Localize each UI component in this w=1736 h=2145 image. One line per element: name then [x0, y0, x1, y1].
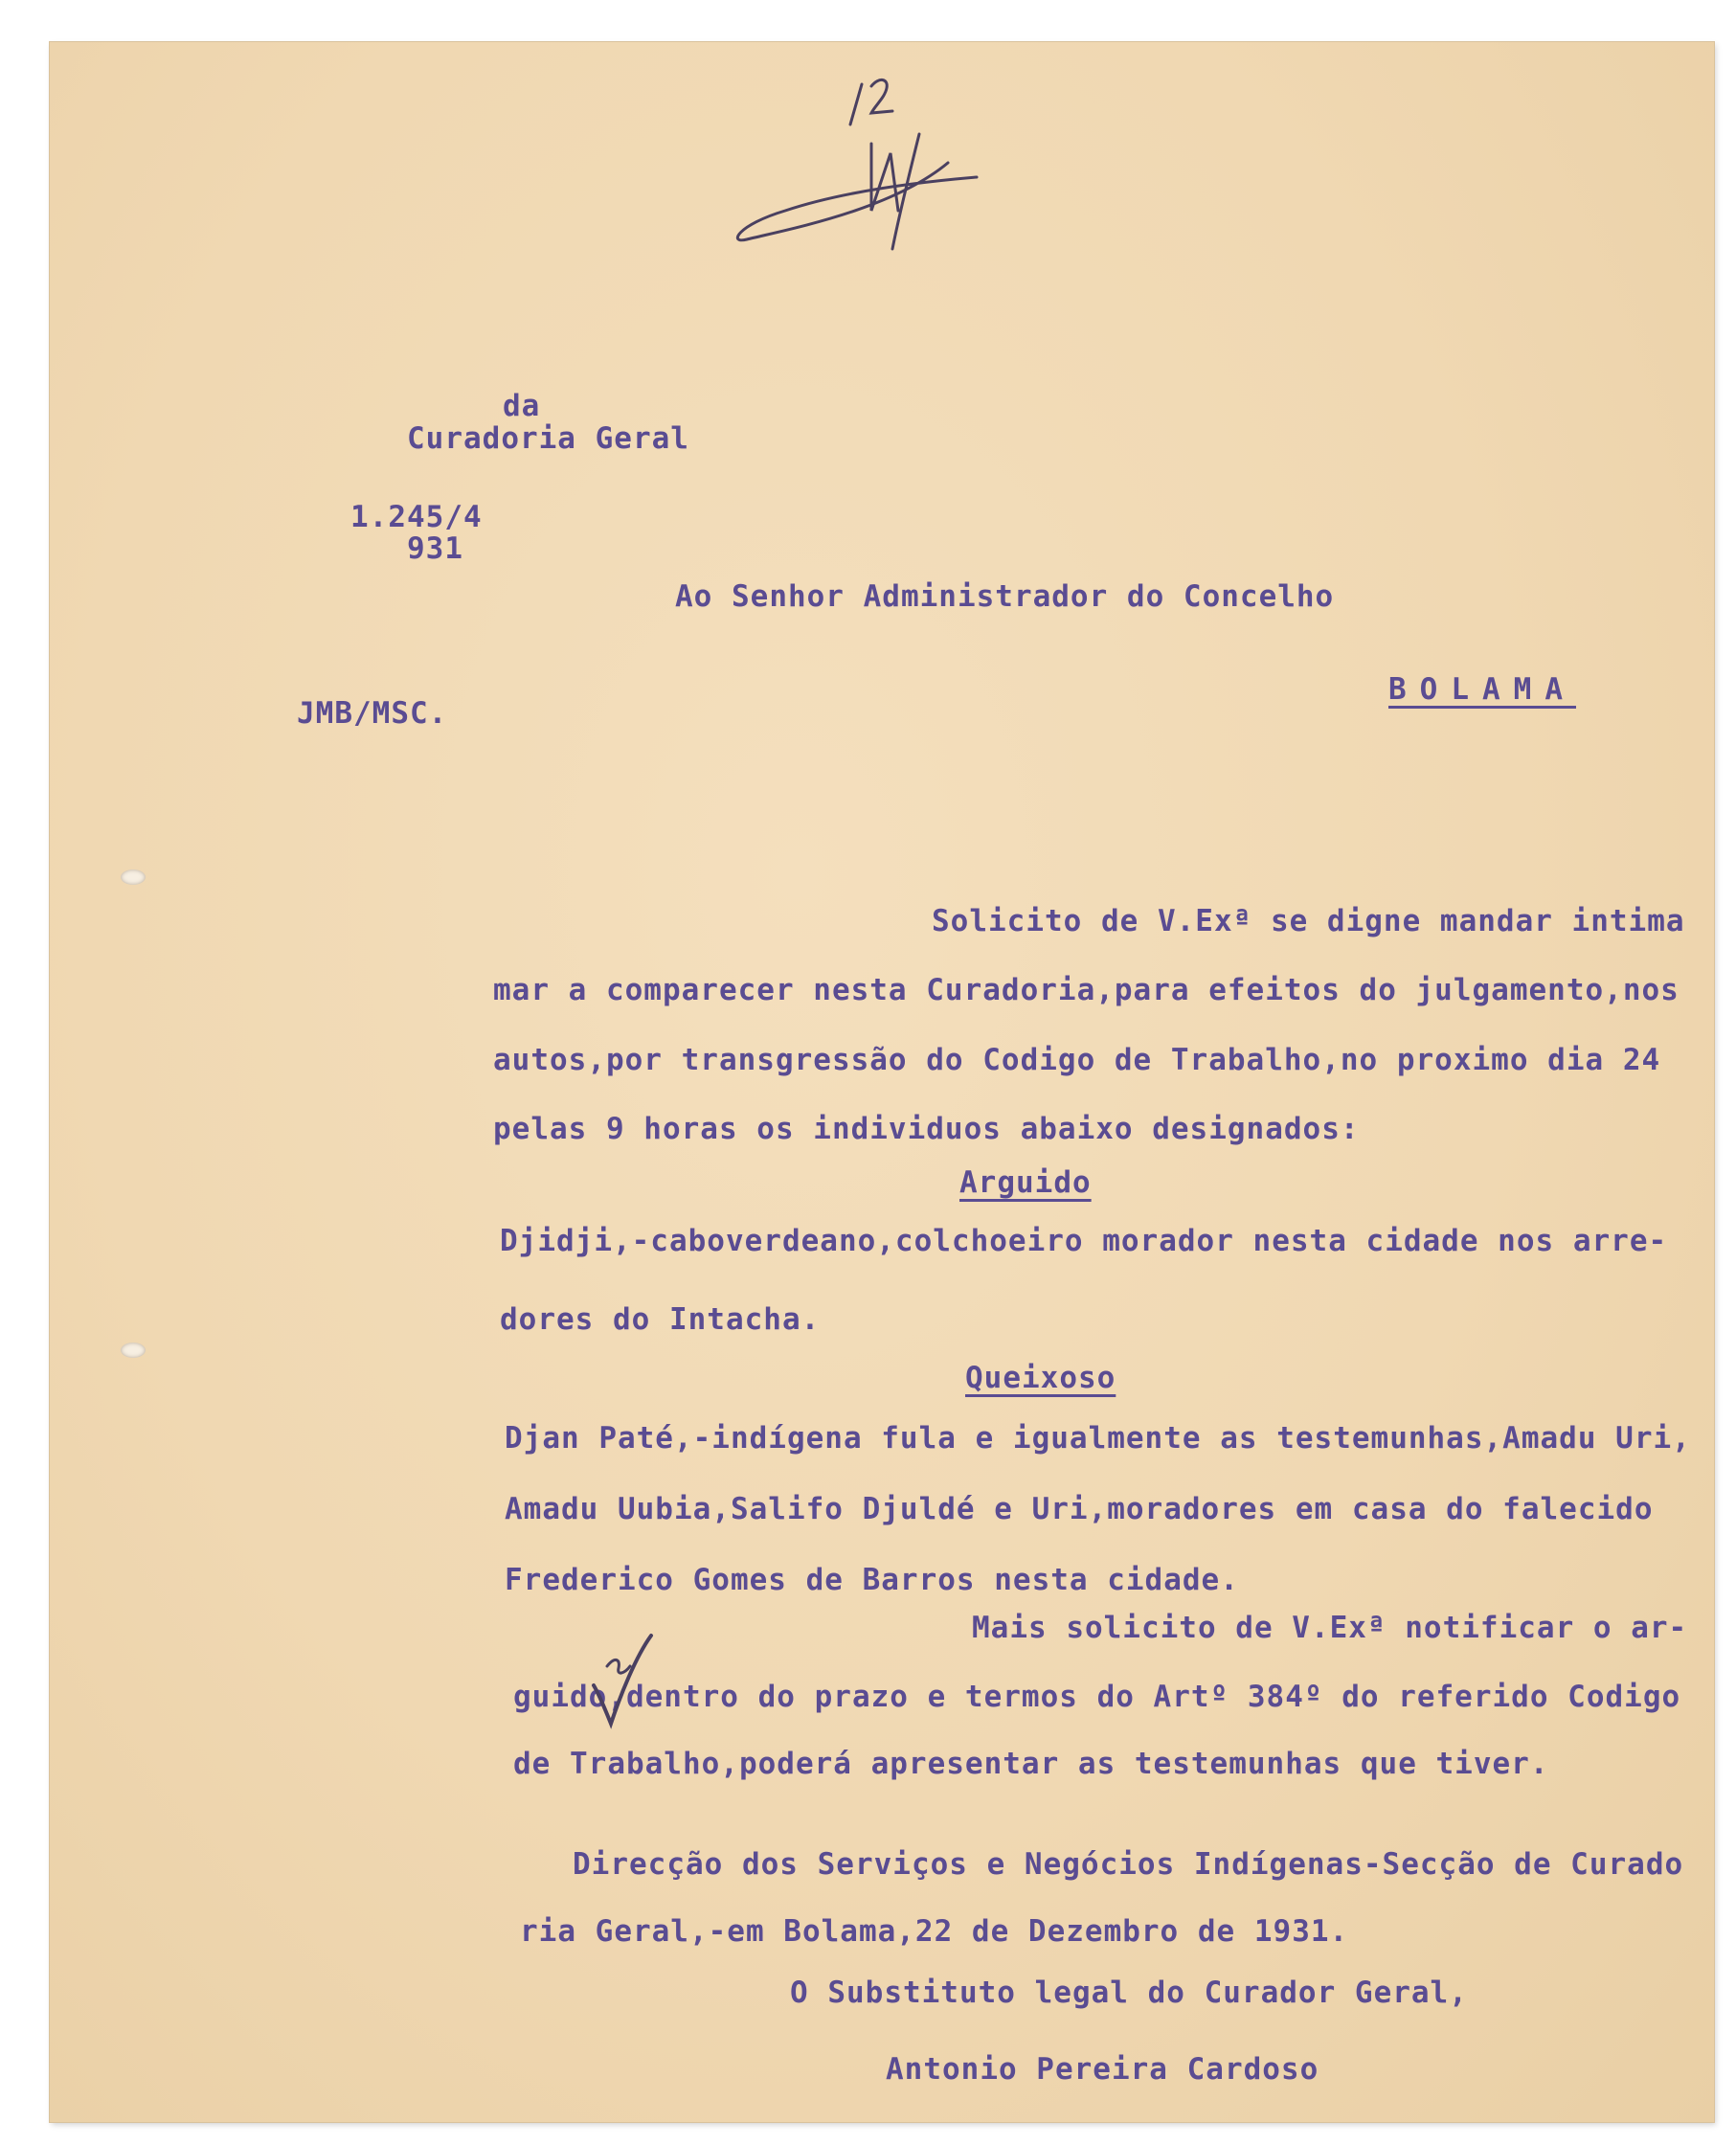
- body-line: autos,por transgressão do Codigo de Trabalho,no proximo dia 24: [493, 1043, 1661, 1077]
- body-line: de Trabalho,poderá apresentar as testemunhas que tiver.: [513, 1747, 1549, 1781]
- paper-sheet: [50, 42, 1714, 2122]
- body-line: pelas 9 horas os individuos abaixo designados:: [493, 1112, 1360, 1146]
- heading-complainant: Queixoso: [965, 1361, 1116, 1395]
- recipient-place: BOLAMA: [1388, 672, 1576, 707]
- body-line: Solicito de V.Exª se digne mandar intima: [932, 904, 1685, 938]
- punch-hole-top: [121, 869, 146, 885]
- signatory-title: O Substituto legal do Curador Geral,: [790, 1976, 1468, 2010]
- handwritten-check-mark: [586, 1628, 663, 1733]
- handwritten-folio-mark: [728, 67, 1015, 259]
- closing-line: ria Geral,-em Bolama,22 de Dezembro de 1931.: [520, 1914, 1349, 1949]
- body-line: guido,dentro do prazo e termos do Artº 384º do referido Codigo: [513, 1680, 1681, 1714]
- closing-line: Direcção dos Serviços e Negócios Indígenas-Secção de Curado: [573, 1847, 1684, 1882]
- typist-initials: JMB/MSC.: [297, 696, 448, 731]
- header-da: da: [503, 389, 541, 423]
- signatory-name: Antonio Pereira Cardoso: [886, 2052, 1319, 2087]
- recipient-line: Ao Senhor Administrador do Concelho: [675, 579, 1335, 614]
- reference-number: 1.245/4: [350, 500, 483, 534]
- accused-line: Djidji,-caboverdeano,colchoeiro morador nesta cidade nos arre-: [500, 1224, 1668, 1258]
- complainant-line: Amadu Uubia,Salifo Djuldé e Uri,moradores em casa do falecido: [505, 1492, 1654, 1526]
- punch-hole-bottom: [121, 1343, 146, 1358]
- complainant-line: Djan Paté,-indígena fula e igualmente as testemunhas,Amadu Uri,: [505, 1421, 1691, 1456]
- body-line: Mais solicito de V.Exª notificar o ar-: [972, 1611, 1688, 1645]
- header-office: Curadoria Geral: [407, 421, 689, 456]
- heading-accused: Arguido: [959, 1165, 1092, 1200]
- complainant-line: Frederico Gomes de Barros nesta cidade.: [505, 1563, 1239, 1597]
- body-line: mar a comparecer nesta Curadoria,para efeitos do julgamento,nos: [493, 973, 1680, 1007]
- accused-line: dores do Intacha.: [500, 1302, 821, 1337]
- reference-year: 931: [407, 531, 463, 566]
